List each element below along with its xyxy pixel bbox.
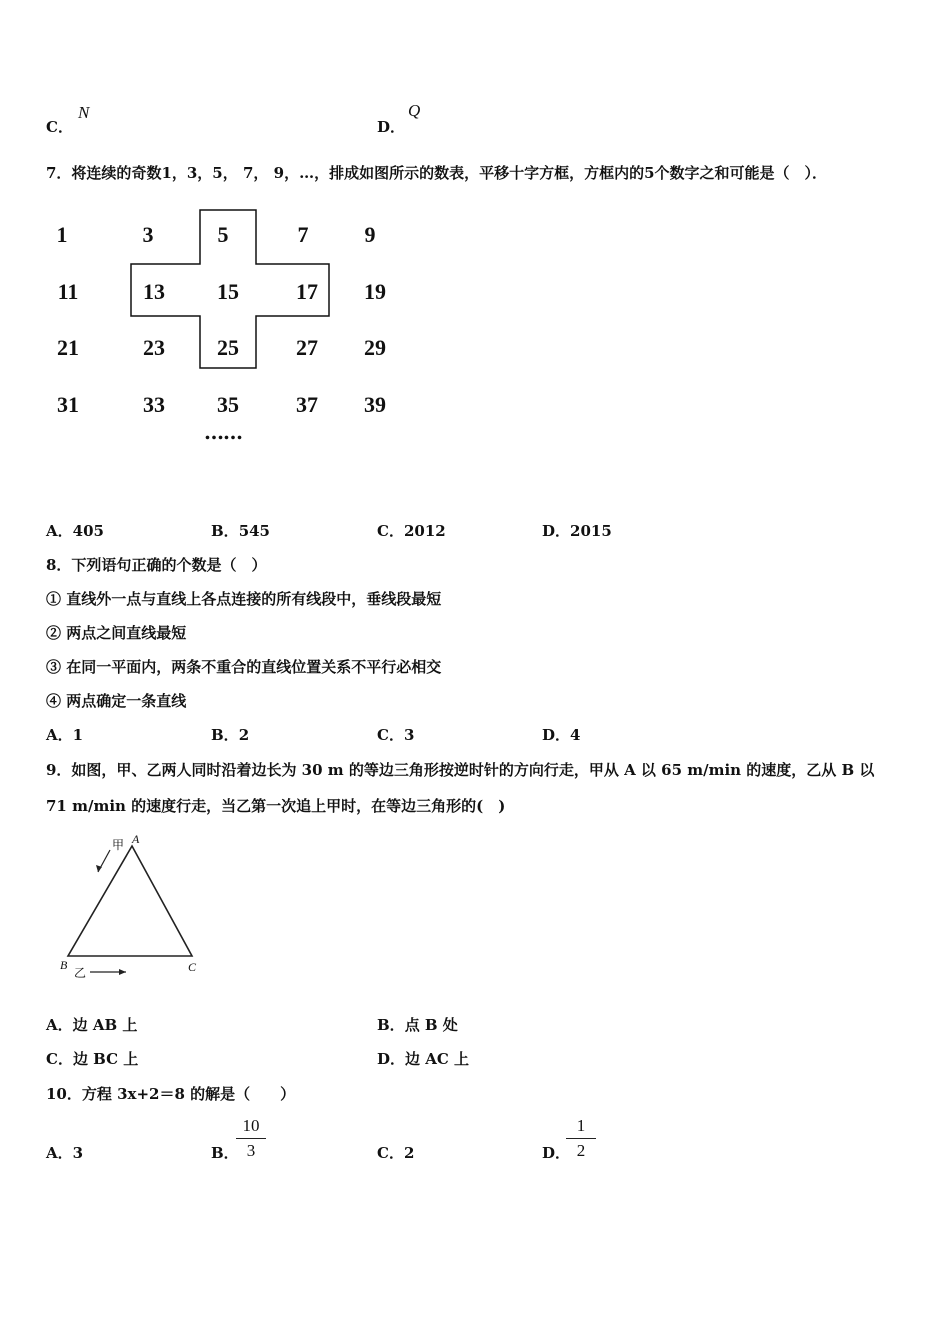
vertex-c-label: C	[188, 960, 197, 974]
grid-cell: 29	[364, 335, 386, 360]
q9-option-a: A．边 AB 上	[46, 1016, 138, 1034]
q10-option-b-fraction	[236, 1116, 266, 1161]
grid-cell: 19	[364, 279, 386, 304]
grid-cell: 7	[297, 222, 309, 247]
grid-cell: 3	[142, 222, 154, 247]
q7-option-d: D．2015	[542, 522, 612, 540]
q9-option-c: C．边 BC 上	[46, 1050, 139, 1068]
grid-cell: 23	[143, 335, 165, 360]
q8-statement: ② 两点之间直线最短	[46, 624, 187, 642]
grid-cell: 13	[143, 279, 165, 304]
q8-option-d: D．4	[542, 726, 581, 744]
q9-stem-line2: 71 m/min 的速度行走，当乙第一次追上甲时，在等边三角形的( )	[46, 797, 506, 815]
q9-option-d: D．边 AC 上	[377, 1050, 470, 1068]
grid-cell: 1	[56, 222, 68, 247]
grid-cell: 39	[364, 392, 386, 417]
q10-option-d-letter: D．	[542, 1144, 571, 1162]
grid-cell: 9	[364, 222, 376, 247]
q7-option-b: B．545	[211, 522, 270, 540]
grid-cell: 17	[296, 279, 318, 304]
grid-cell: 31	[57, 392, 79, 417]
q9-option-b: B．点 B 处	[377, 1016, 458, 1034]
grid-cell: 25	[217, 335, 239, 360]
fraction-numerator: 10	[242, 1116, 260, 1135]
q8-stem: 8．下列语句正确的个数是（ ）	[46, 556, 267, 574]
q10-option-d-fraction	[566, 1116, 596, 1161]
q8-statement: ① 直线外一点与直线上各点连接的所有线段中，垂线段最短	[46, 590, 442, 608]
fraction-numerator: 1	[576, 1116, 586, 1135]
option-d-value: Q	[408, 101, 421, 120]
vertex-a-label: A	[132, 832, 140, 846]
q10-option-c: C．2	[377, 1144, 415, 1162]
q7-option-a: A．405	[46, 522, 104, 540]
grid-ellipsis: ……	[204, 420, 242, 444]
grid-cell: 5	[217, 222, 229, 247]
fraction-denominator: 3	[246, 1141, 256, 1160]
grid-cell: 27	[296, 335, 318, 360]
jia-label: 甲	[112, 838, 125, 852]
option-c-value: N	[78, 103, 90, 122]
q10-option-b-letter: B．	[211, 1144, 239, 1162]
q10-option-a: A．3	[46, 1144, 84, 1162]
grid-cell: 11	[57, 279, 79, 304]
option-c-letter: C．	[46, 118, 73, 136]
q8-statement: ④ 两点确定一条直线	[46, 692, 187, 710]
grid-cell: 21	[57, 335, 79, 360]
grid-cell: 15	[217, 279, 239, 304]
q8-statement: ③ 在同一平面内，两条不重合的直线位置关系不平行必相交	[46, 658, 442, 676]
triangle-figure	[52, 828, 212, 978]
option-d-letter: D．	[377, 118, 406, 136]
q7-stem: 7．将连续的奇数1，3，5， 7， 9，…，排成如图所示的数表，平移十字方框，方框内的5个数字之和可能是（ ）．	[46, 164, 828, 182]
grid-cell: 33	[143, 392, 165, 417]
grid-cell: 37	[296, 392, 318, 417]
fraction-denominator: 2	[576, 1141, 586, 1160]
q7-option-c: C．2012	[377, 522, 446, 540]
yi-label: 乙	[74, 966, 87, 980]
q8-option-a: A．1	[46, 726, 84, 744]
q8-option-b: B．2	[211, 726, 250, 744]
q9-stem-line1: 9．如图，甲、乙两人同时沿着边长为 30 m 的等边三角形按逆时针的方向行走，甲从 A 以 65 m/min 的速度，乙从 B 以	[46, 761, 875, 779]
q10-stem: 10．方程 3x+2＝8 的解是（ ）	[46, 1085, 296, 1103]
grid-cell: 35	[217, 392, 239, 417]
q8-option-c: C．3	[377, 726, 415, 744]
triangle-diagram	[52, 828, 212, 978]
vertex-b-label: B	[60, 958, 68, 972]
